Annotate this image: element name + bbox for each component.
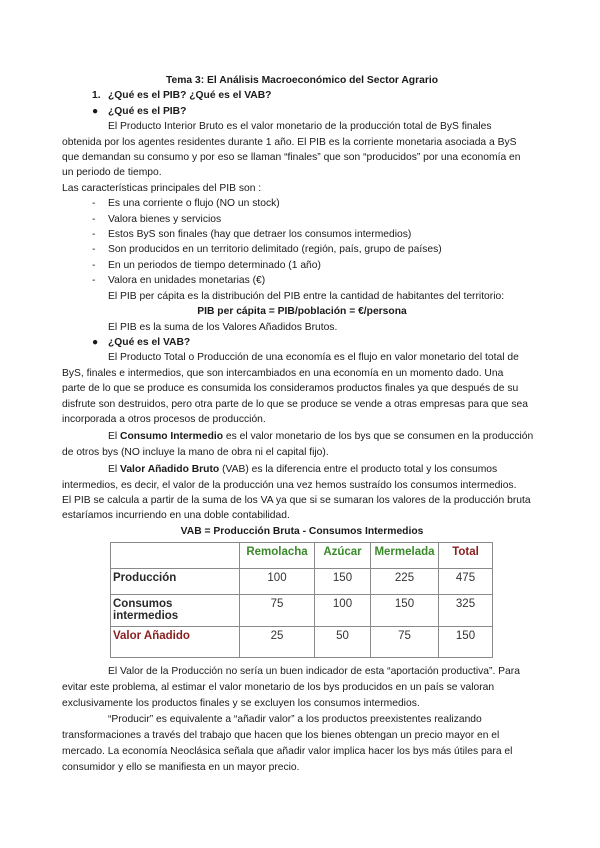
table-cell: 150 [371,595,439,627]
after-para-line: evitar este problema, al estimar el valor monetario de los bys producidos en un país se valoran [62,682,495,693]
table-cell: 50 [315,627,371,658]
dash-icon: - [92,259,96,271]
table-header-cell: Remolacha [240,543,315,569]
feature-text: Estos ByS son finales (hay que detraer los consumos intermedios) [108,229,412,241]
pib-para-line: obtenida por los agentes residentes durante 1 año. El PIB es la corriente monetaria asociada a ByS [62,136,517,148]
table-cell: 75 [371,627,439,658]
table-cell: 150 [439,627,493,658]
after-para-line: “Producir” es equivalente a “añadir valor” a los productos preexistentes realizando [108,714,482,725]
text: El [108,464,121,476]
after-para-line: El Valor de la Producción no sería un buen indicador de esta “aportación productiva”. Para [108,666,520,677]
feature-item [62,258,542,273]
pib-para-line: que demandan su consumo y por eso se llaman “finales” que son “producidos” por una economía en [62,152,521,164]
table-cell: 150 [315,569,371,595]
row-label: Valor Añadido [111,627,240,658]
table-cell: 100 [315,595,371,627]
consumo-line: de otros bys (NO incluye la mano de obra ni el capital fijo). [62,446,329,458]
vab-para-line: El Producto Total o Producción de una economía es el flujo en valor monetario del total de [108,352,519,364]
text: es el valor monetario de los bys que se consumen en la producción [223,431,534,443]
per-capita-formula: PIB per cápita = PIB/población = €/persona [197,306,407,318]
consumo-line [62,429,542,444]
pib-para-line: El Producto Interior Bruto es el valor monetario de la producción total de ByS finales [108,121,492,133]
features-intro: Las características principales del PIB son : [62,182,262,194]
dash-icon: - [92,244,96,256]
after-para-line: mercado. La economía Neoclásica señala que añadir valor implica hacer los bys más útiles para el [62,746,513,757]
pib-sum-text: El PIB es la suma de los Valores Añadidos Brutos. [108,321,338,333]
feature-item [62,273,542,288]
feature-text: Son producidos en un territorio delimitado (región, país, grupo de países) [108,244,442,256]
pib-heading [62,104,542,119]
closing-text [62,664,542,776]
table-header-cell: Total [439,543,493,569]
consumo-term: Consumo Intermedio [120,431,224,443]
row-label: Consumos intermedios [111,595,240,627]
feature-text: Es una corriente o flujo (NO un stock) [108,198,280,210]
after-para-line: transformaciones a través del trabajo que hacen que los bienes obtengan un precio mayor en el [62,730,500,741]
valor-line: intermedios, es decir, el valor de la producción una vez hemos sustraído los consumos intermedios. [62,479,517,491]
vab-para-line: parte de lo que se produce es consumida los consideramos productos finales ya que después de su [62,383,519,395]
valor-line: estaríamos incurriendo en una doble contabilidad. [62,510,290,522]
table-row [111,595,493,627]
dash-icon: - [92,213,96,225]
vab-heading-text: ¿Qué es el VAB? [108,336,191,348]
table-header-row [111,543,493,569]
feature-item [62,242,542,257]
dash-icon: - [92,275,96,287]
feature-item [62,196,542,211]
table-cell: 25 [240,627,315,658]
after-para-line: exclusivamente los productos finales y se excluyen los consumos intermedios. [62,698,420,709]
pib-heading-text: ¿Qué es el PIB? [108,105,187,117]
vab-heading [62,335,542,350]
vab-para-line: disfrute son destruidos, pero otra parte de lo que se produce se vende a otras empresas para que sea [62,398,528,410]
feature-text: En un periodos de tiempo determinado (1 año) [108,259,321,271]
document-body [62,73,542,539]
row-label: Producción [111,569,240,595]
bullet-icon: ● [92,105,99,117]
bullet-icon: ● [92,336,99,348]
table-cell: 225 [371,569,439,595]
valor-line [62,462,542,477]
table-cell: 100 [240,569,315,595]
valor-line: El PIB se calcula a partir de la suma de los VA ya que si se sumaran los valores de la producción bruta [62,494,531,506]
feature-item [62,212,542,227]
table-cell: 475 [439,569,493,595]
vab-para-line: ByS, finales e intermedios, que son intercambiados en una economía en un momento dado. Una [62,367,504,379]
vab-para-line: incorporada a otros procesos de producción. [62,413,266,425]
table-cell: 325 [439,595,493,627]
table-header-cell [111,543,240,569]
table-cell: 75 [240,595,315,627]
table-header-cell: Azúcar [315,543,371,569]
vab-term: Valor Añadido Bruto [120,464,220,476]
table-row [111,569,493,595]
dash-icon: - [92,198,96,210]
table-header-cell: Mermelada [371,543,439,569]
text: (VAB) es la diferencia entre el producto total y los consumos [219,464,498,476]
per-capita-text: El PIB per cápita es la distribución del PIB entre la cantidad de habitantes del territorio: [108,290,505,302]
section-label: ¿Qué es el PIB? ¿Qué es el VAB? [108,90,272,102]
section-heading [62,88,542,103]
table-row [111,627,493,658]
dash-icon: - [92,229,96,241]
section-number: 1. [92,90,101,102]
feature-item [62,227,542,242]
document-title: Tema 3: El Análisis Macroeconómico del Sector Agrario [166,75,438,86]
text: El [108,431,121,443]
vab-table [110,542,493,658]
vab-formula: VAB = Producción Bruta - Consumos Intermedios [180,525,424,537]
pib-para-line: un periodo de tiempo. [62,167,162,179]
after-para-line: consumidor y ello se manifiesta en un mayor precio. [62,762,300,773]
feature-text: Valora bienes y servicios [108,213,222,225]
feature-text: Valora en unidades monetarias (€) [108,275,266,287]
